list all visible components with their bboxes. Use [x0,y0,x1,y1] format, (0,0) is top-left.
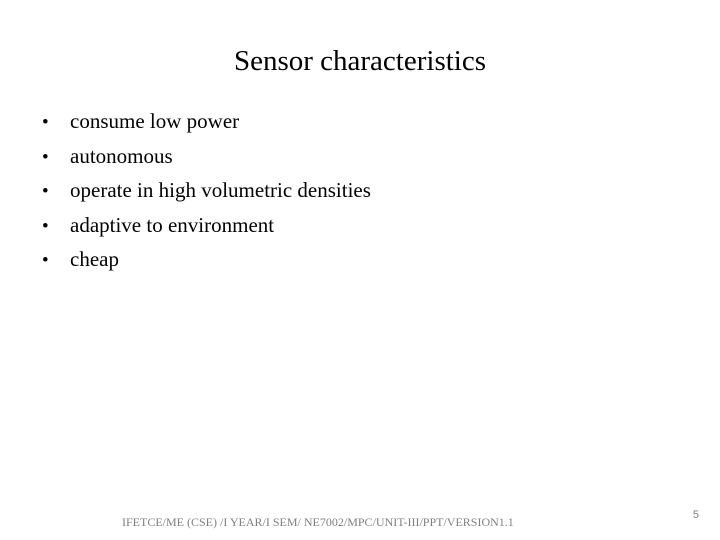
list-item [42,173,371,208]
slide-footer: IFETCE/ME (CSE) /I YEAR/I SEM/ NE7002/MPC/UNIT-III/PPT/VERSION1.1 [122,515,514,529]
list-item [42,104,371,139]
bullet-icon: • [42,215,49,237]
bullet-icon: • [42,112,49,133]
bullet-icon: • [42,250,49,271]
list-item [42,242,371,277]
bullet-text: cheap [70,247,119,271]
list-item [42,139,371,174]
slide-title: Sensor characteristics [233,45,487,77]
bullet-icon: • [42,181,49,202]
page-number: 5 [692,509,699,521]
bullet-text: consume low power [70,109,240,133]
bullet-list [42,104,371,277]
bullet-text: operate in high volumetric densities [70,178,371,202]
bullet-text: adaptive to environment [70,212,275,237]
bullet-text: autonomous [70,143,173,168]
list-item [42,208,371,243]
bullet-icon: • [42,146,49,168]
